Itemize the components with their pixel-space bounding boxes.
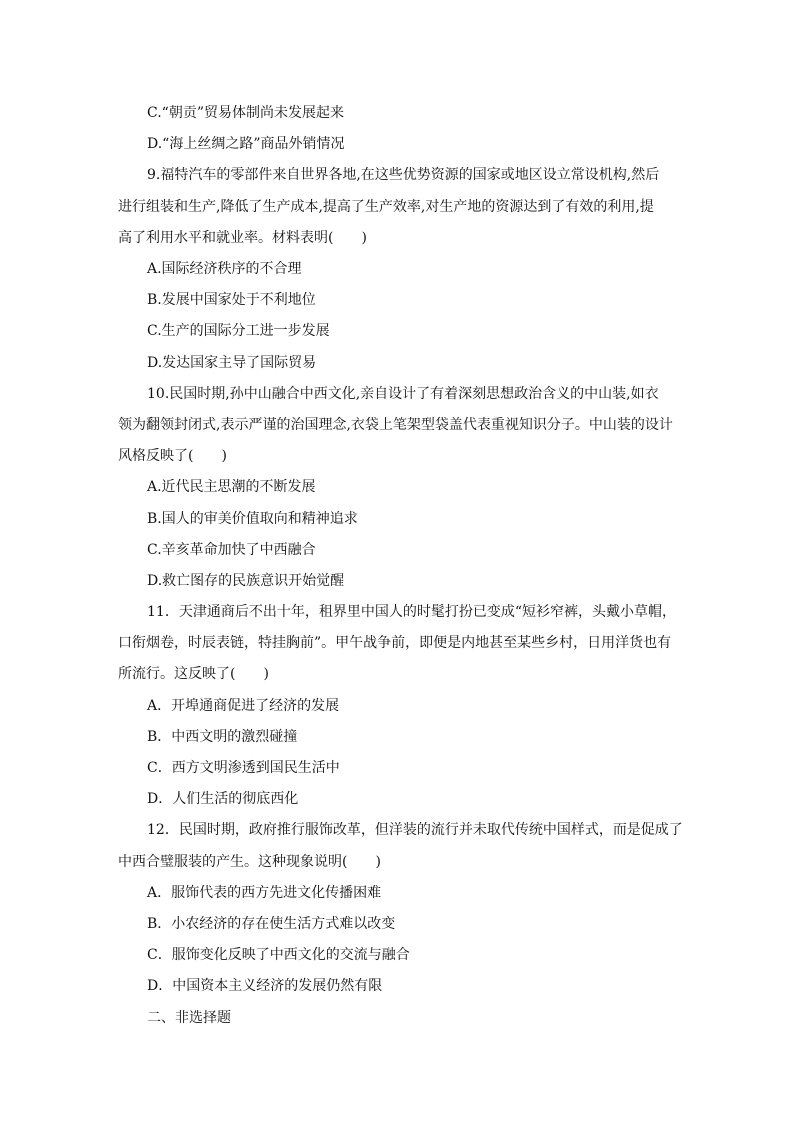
section-heading-non-choice: 二、非选择题 bbox=[147, 1010, 231, 1026]
question-10-stem-line-2: 领为翻领封闭式,表示严谨的治国理念,衣袋上笔架型袋盖代表重视知识分子。中山装的设计 bbox=[118, 417, 673, 433]
question-9-option-c: C.生产的国际分工进一步发展 bbox=[147, 323, 330, 339]
question-10-stem-line-3: 风格反映了( ) bbox=[118, 448, 227, 464]
question-10-option-b: B.国人的审美价值取向和精神追求 bbox=[147, 511, 358, 527]
question-10-option-d: D.救亡图存的民族意识开始觉醒 bbox=[147, 573, 345, 589]
question-9-stem-line-3: 高了利用水平和就业率。材料表明( ) bbox=[118, 230, 367, 246]
question-12-stem-line-1: 12．民国时期，政府推行服饰改革，但洋装的流行并未取代传统中国样式，而是促成了 bbox=[147, 822, 683, 838]
question-12-option-b: B．小农经济的存在使生活方式难以改变 bbox=[147, 916, 396, 932]
question-12-option-a: A．服饰代表的西方先进文化传播困难 bbox=[147, 885, 382, 901]
question-11-stem-line-1: 11．天津通商后不出十年，租界里中国人的时髦打扮已变成“短衫窄裤，头戴小草帽， bbox=[147, 604, 676, 620]
question-9-option-a: A.国际经济秩序的不合理 bbox=[147, 261, 302, 277]
question-11-stem-line-3: 所流行。这反映了( ) bbox=[118, 666, 269, 682]
question-9-option-d: D.发达国家主导了国际贸易 bbox=[147, 355, 317, 371]
question-11-option-c: C．西方文明渗透到国民生活中 bbox=[147, 760, 340, 776]
question-11-option-b: B．中西文明的激烈碰撞 bbox=[147, 729, 298, 745]
question-11-option-d: D．人们生活的彻底西化 bbox=[147, 791, 299, 807]
question-9-stem-line-1: 9.福特汽车的零部件来自世界各地,在这些优势资源的国家或地区设立常设机构,然后 bbox=[147, 167, 660, 183]
question-9-stem-line-2: 进行组装和生产,降低了生产成本,提高了生产效率,对生产地的资源达到了有效的利用,提 bbox=[118, 199, 654, 215]
question-12-stem-line-2: 中西合璧服装的产生。这种现象说明( ) bbox=[118, 854, 381, 870]
question-10-option-a: A.近代民主思潮的不断发展 bbox=[147, 479, 316, 495]
question-12-option-d: D．中国资本主义经济的发展仍然有限 bbox=[147, 978, 383, 994]
question-12-option-c: C．服饰变化反映了中西文化的交流与融合 bbox=[147, 947, 410, 963]
option-d-prev: D.“海上丝绸之路”商品外销情况 bbox=[147, 136, 345, 152]
option-c-prev: C.“朝贡”贸易体制尚未发展起来 bbox=[147, 105, 344, 121]
question-10-option-c: C.辛亥革命加快了中西融合 bbox=[147, 542, 316, 558]
question-11-stem-line-2: 口衔烟卷，时辰表链，特挂胸前”。甲午战争前，即便是内地甚至某些乡村，日用洋货也有 bbox=[118, 635, 672, 651]
question-10-stem-line-1: 10.民国时期,孙中山融合中西文化,亲自设计了有着深刻思想政治含义的中山装,如衣 bbox=[147, 386, 659, 402]
question-11-option-a: A．开埠通商促进了经济的发展 bbox=[147, 698, 340, 714]
question-9-option-b: B.发展中国家处于不利地位 bbox=[147, 292, 316, 308]
